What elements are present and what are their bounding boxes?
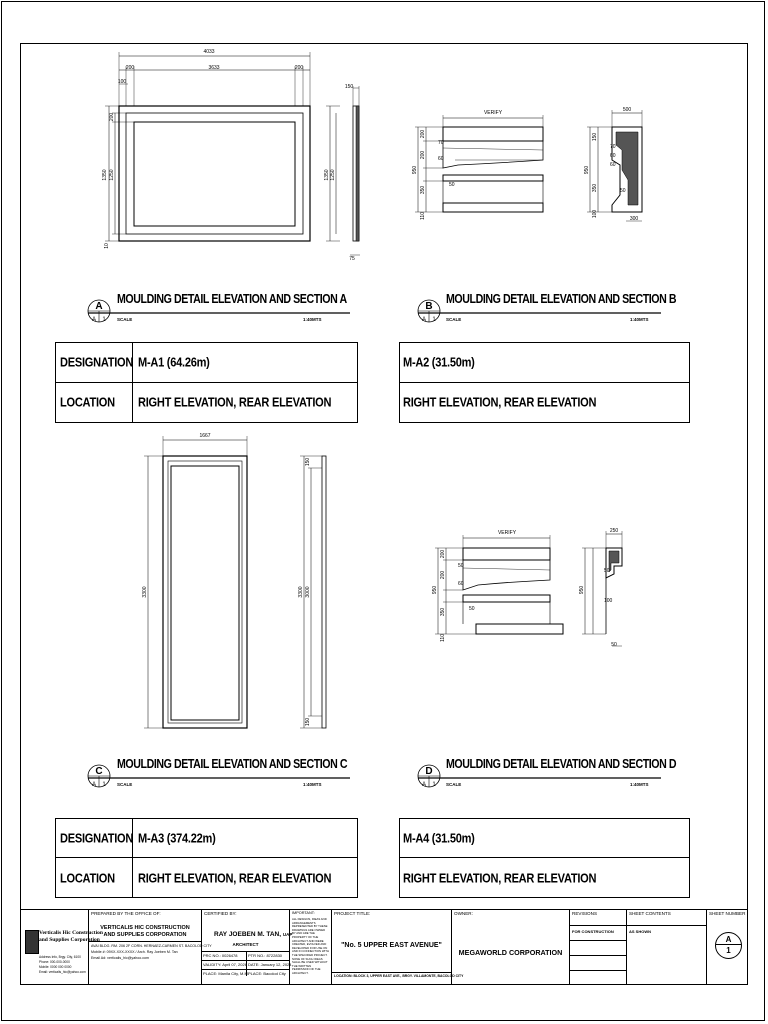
- owner-cell: [452, 910, 570, 984]
- designation-row: [56, 819, 357, 858]
- dim-b-sec-bottom: 100: [592, 209, 598, 219]
- ptr-number: PTR NO.: 8722830: [248, 953, 283, 958]
- prepared-company2: AND SUPPLIES CORPORATION: [103, 932, 187, 938]
- dim-d-d2: 60: [458, 581, 464, 587]
- marker-c-letter: C: [95, 766, 103, 777]
- dim-a-left: 200: [125, 65, 135, 71]
- dim-d-sec-top: 250: [609, 528, 619, 534]
- marker-b-sheet: A: [421, 317, 427, 323]
- logo-small4: Email: verticalis_hic@yahoo.com: [39, 970, 86, 974]
- prc-number: PRC NO.: 0026478: [203, 953, 238, 958]
- sheet-number-circle: [715, 932, 742, 959]
- designation-row: [400, 819, 689, 858]
- important-text: ALL DESIGNS, IDEAS AND ARRANGEMENTS REPRESENTED BY THESE DRAWINGS ARE OWNED BY AND ARE THE PROPERTY OF THE ARCHITECT AND WERE CREATED, EVOLVED AND DEVELOPED FOR USE ON AND IN CONNECTION WITH THE SPECIFIED PROJECT. NONE OF SUCH IDEAS SHALL BE USED WITHOUT THE WRITTEN PERMISSION OF THE ARCHITECT.: [292, 918, 329, 975]
- dim-b-sec-a: 150: [592, 132, 598, 142]
- logo-small3: Mobile: 0000 000 0000: [39, 965, 72, 969]
- project-location: LOCATION: BLOCK 3, UPPER EAST AVE., BRGY. VILLAMONTE, BACOLOD CITY: [334, 974, 464, 978]
- title-a: MOULDING DETAIL ELEVATION AND SECTION A: [117, 292, 347, 306]
- dim-c-height: 3300: [142, 586, 148, 598]
- dim-b-sec-d3: 60: [610, 162, 616, 168]
- prepared-company1: VERTICALIS HIC CONSTRUCTION: [100, 925, 190, 931]
- important-header: IMPORTANT:: [292, 911, 315, 915]
- marker-a-num: 1: [102, 317, 106, 323]
- dim-a-section-width: 150: [344, 84, 354, 90]
- location-row: [56, 383, 357, 423]
- marker-d-num: 1: [432, 782, 436, 788]
- designation-row: [400, 343, 689, 383]
- dim-b-sec-width: 300: [629, 216, 639, 222]
- place-2: PLACE: Bacolod City: [248, 971, 286, 976]
- elevation-a: [105, 52, 360, 255]
- marker-d-letter: D: [425, 766, 433, 777]
- dim-a-height-outer: 1350: [102, 169, 108, 181]
- elevation-b: [415, 115, 543, 212]
- scale-value-b: 1:40MTS: [630, 317, 649, 322]
- location-label: LOCATION: [60, 870, 115, 885]
- location-row: [400, 383, 689, 423]
- dim-b-sec-top: 500: [622, 107, 632, 113]
- revision-1: FOR CONSTRUCTION: [572, 929, 614, 934]
- marker-c-sheet: A: [91, 782, 97, 788]
- location-value: RIGHT ELEVATION, REAR ELEVATION: [403, 394, 597, 410]
- prepared-header: PREPARED BY THE OFFICE OF:: [91, 911, 161, 916]
- prepared-email: Email Ad: verticalis_hic@yahoo.com: [91, 956, 149, 960]
- sheet-number-cell: [707, 910, 747, 984]
- logo-cell: [21, 910, 103, 984]
- info-table-a: [55, 342, 358, 423]
- location-value: RIGHT ELEVATION, REAR ELEVATION: [138, 394, 332, 410]
- marker-a-letter: A: [95, 301, 103, 312]
- title-b: MOULDING DETAIL ELEVATION AND SECTION B: [446, 292, 677, 306]
- date: DATE: January 12, 2024: [248, 962, 292, 967]
- architect-suffix: UAP: [282, 932, 293, 937]
- dim-b-sec-b: 350: [592, 183, 598, 193]
- dim-c-sec-top: 150: [305, 457, 311, 467]
- dim-c-sec-bottom: 150: [305, 717, 311, 727]
- owner-name: MEGAWORLD CORPORATION: [458, 948, 563, 957]
- scale-value-d: 1:40MTS: [630, 782, 649, 787]
- section-d: [582, 531, 622, 646]
- certified-cell: [202, 910, 293, 984]
- dim-c-sec-height: 3300: [298, 586, 304, 598]
- dim-d-bottom: 110: [440, 634, 446, 642]
- dim-b-total: 950: [412, 165, 418, 175]
- scale-label-b: SCALE: [446, 317, 462, 322]
- contents-header: SHEET CONTENTS: [629, 911, 671, 916]
- marker-b-num: 1: [432, 317, 436, 323]
- dim-d-d3: 50: [469, 606, 475, 612]
- marker-d-sheet: A: [421, 782, 427, 788]
- title-d: MOULDING DETAIL ELEVATION AND SECTION D: [446, 757, 677, 771]
- location-label: LOCATION: [60, 394, 115, 410]
- project-title: "No. 5 UPPER EAST AVENUE": [341, 942, 442, 949]
- marker-c-num: 1: [102, 782, 106, 788]
- prepared-address: AVAI BLDG. RM. 206 2F CORN. HERNAEZ-CARMEN ST. BACOLOD CITY: [91, 944, 212, 948]
- dim-d-total: 950: [432, 585, 438, 595]
- dim-b-d1: 70: [438, 140, 444, 146]
- designation-value: M-A2 (31.50m): [403, 354, 475, 370]
- dim-a-total: 4033: [203, 49, 215, 55]
- validity: VALIDITY: April 07, 2026: [203, 962, 247, 967]
- dim-d-sec-d2: 100: [604, 598, 613, 604]
- location-value: RIGHT ELEVATION, REAR ELEVATION: [138, 870, 332, 885]
- elevation-d: [435, 535, 563, 634]
- dim-d-b: 200: [440, 570, 446, 580]
- dim-a-inner: 3633: [208, 65, 220, 71]
- dim-d-verify: VERIFY: [497, 530, 517, 536]
- location-row: [400, 858, 689, 897]
- dim-d-a: 200: [440, 549, 446, 559]
- dim-a-bottom: 10: [104, 243, 110, 249]
- dim-b-a: 200: [420, 129, 426, 139]
- architect-name: [214, 931, 292, 938]
- architect-name-text: RAY JOEBEN M. TAN,: [214, 931, 282, 938]
- certified-header: CERTIFIED BY:: [204, 911, 237, 916]
- title-c: MOULDING DETAIL ELEVATION AND SECTION C: [117, 757, 348, 771]
- project-header: PROJECT TITLE:: [334, 911, 371, 916]
- dim-a-section-bottom: 75: [349, 256, 355, 262]
- dim-b-sec-d2: 60: [610, 153, 616, 159]
- revisions-cell: [570, 910, 627, 984]
- dim-b-b: 200: [420, 150, 426, 160]
- sheet-letter: A: [725, 935, 732, 944]
- dim-a-offset: 100: [117, 79, 127, 85]
- info-table-d: [399, 818, 690, 898]
- scale-value-a: 1:40MTS: [303, 317, 322, 322]
- elevation-c: [144, 436, 326, 728]
- architect-role: ARCHITECT: [232, 942, 259, 947]
- marker-b-letter: B: [425, 301, 433, 312]
- dim-a-section-height: 1350: [324, 169, 330, 181]
- dim-b-sec-d1: 70: [610, 144, 616, 150]
- dim-d-sec-d1: 50: [604, 568, 610, 574]
- place-1: PLACE: Manila City, M.M.: [203, 971, 249, 976]
- sheet-header: SHEET NUMBER: [709, 911, 746, 916]
- dim-a-frame-small: 200: [109, 112, 115, 122]
- sheet-number: 1: [726, 946, 731, 955]
- dim-d-sec-h: 950: [579, 585, 585, 595]
- title-block: [20, 909, 748, 985]
- company-logo-icon: [25, 930, 39, 954]
- scale-value-c: 1:40MTS: [303, 782, 322, 787]
- dim-c-sec-inner: 3000: [305, 586, 311, 598]
- designation-row: [56, 343, 357, 383]
- dim-a-right: 200: [294, 65, 304, 71]
- designation-label: DESIGNATION: [60, 830, 134, 846]
- logo-small2: Phone: 000-000-0000: [39, 960, 70, 964]
- dim-c-width: 1667: [199, 433, 211, 439]
- contents-1: AS SHOWN: [629, 929, 651, 934]
- dim-b-d2: 60: [438, 156, 444, 162]
- dim-b-d3: 50: [449, 182, 455, 188]
- dim-b-sec-h: 950: [584, 165, 590, 175]
- dim-d-sec-bottom: 50: [611, 642, 617, 648]
- owner-header: OWNER:: [454, 911, 473, 916]
- important-cell: [290, 910, 332, 984]
- scale-label-c: SCALE: [117, 782, 133, 787]
- scale-label-d: SCALE: [446, 782, 462, 787]
- contents-cell: [627, 910, 707, 984]
- designation-value: M-A4 (31.50m): [403, 830, 475, 846]
- dim-b-verify: VERIFY: [483, 110, 503, 116]
- dim-d-d1: 50: [458, 563, 464, 569]
- logo-line2: and Supplies Corporation: [39, 937, 100, 943]
- info-table-b: [399, 342, 690, 423]
- logo-line1: Verticalis Hic Construction: [39, 930, 103, 936]
- location-row: [56, 858, 357, 897]
- prepared-cell: [89, 910, 212, 984]
- designation-label: DESIGNATION: [60, 354, 134, 370]
- dim-a-height-inner: 1250: [109, 169, 115, 181]
- dim-d-c: 350: [440, 607, 446, 617]
- revisions-header: REVISIONS: [572, 911, 598, 916]
- designation-value: M-A3 (374.22m): [138, 830, 216, 846]
- scale-label-a: SCALE: [117, 317, 133, 322]
- dim-b-sec-d4: 50: [620, 188, 626, 194]
- info-table-c: [55, 818, 358, 898]
- dim-b-bottom: 110: [420, 212, 426, 220]
- marker-a-sheet: A: [91, 317, 97, 323]
- prepared-mobile: Mobile #: 09XX-XXX-XXXX / Arch. Ray Joeben M. Tan: [91, 950, 178, 954]
- dim-b-c: 350: [420, 185, 426, 195]
- designation-value: M-A1 (64.26m): [138, 354, 210, 370]
- location-value: RIGHT ELEVATION, REAR ELEVATION: [403, 870, 597, 885]
- logo-small1: Address Info, Brgy. City, 6100: [39, 955, 81, 959]
- dim-a-section-inner: 1250: [330, 169, 336, 181]
